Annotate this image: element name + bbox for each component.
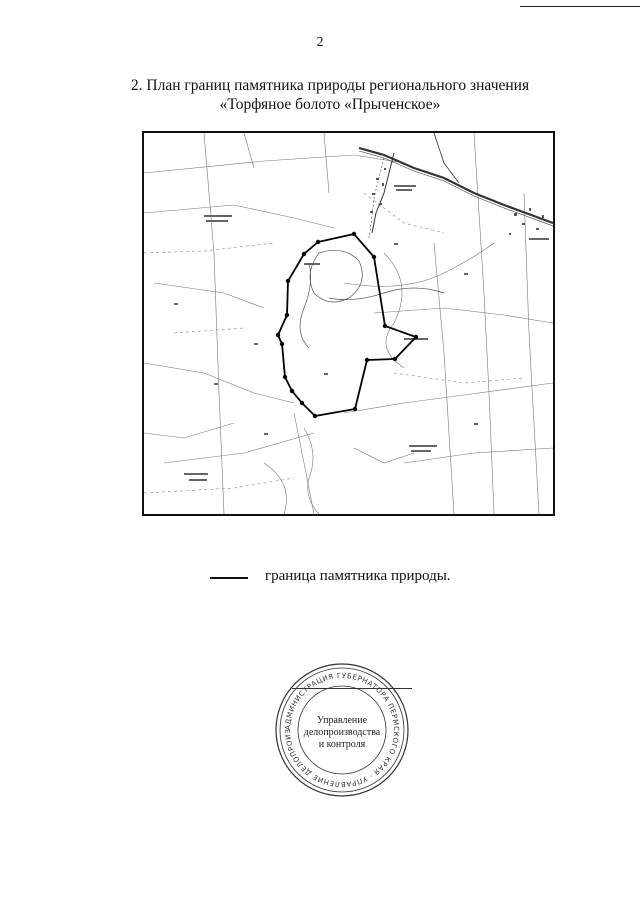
map-background-lines bbox=[144, 133, 553, 514]
top-rule bbox=[520, 6, 640, 7]
title-line-1: 2. План границ памятника природы регионального значения bbox=[130, 77, 530, 94]
legend-boundary-line bbox=[210, 577, 248, 579]
title-line-2: «Торфяное болото «Прыченское» bbox=[219, 96, 441, 113]
map-road bbox=[359, 133, 553, 238]
boundary-map bbox=[142, 131, 555, 516]
page-number: 2 bbox=[316, 35, 324, 50]
page-title bbox=[120, 76, 540, 114]
seal-center-line-2: делопроизводства bbox=[303, 727, 381, 738]
seal-ring-text: АДМИНИСТРАЦИЯ ГУБЕРНАТОРА ПЕРМСКОГО КРАЯ · УПРАВЛЕНИЕ ДЕЛОПРОИЗ bbox=[283, 671, 401, 789]
seal-drawing bbox=[272, 660, 412, 800]
map-settlements bbox=[370, 168, 544, 235]
map-drawing bbox=[144, 133, 553, 514]
map-small-labels bbox=[174, 185, 549, 481]
bog-contour bbox=[300, 250, 444, 348]
monument-boundary bbox=[276, 232, 418, 418]
seal-center-line-3: и контроля bbox=[318, 739, 366, 750]
seal-center-line-1: Управление bbox=[316, 715, 368, 726]
legend-label: граница памятника природы. bbox=[265, 568, 451, 584]
official-seal bbox=[272, 660, 412, 800]
